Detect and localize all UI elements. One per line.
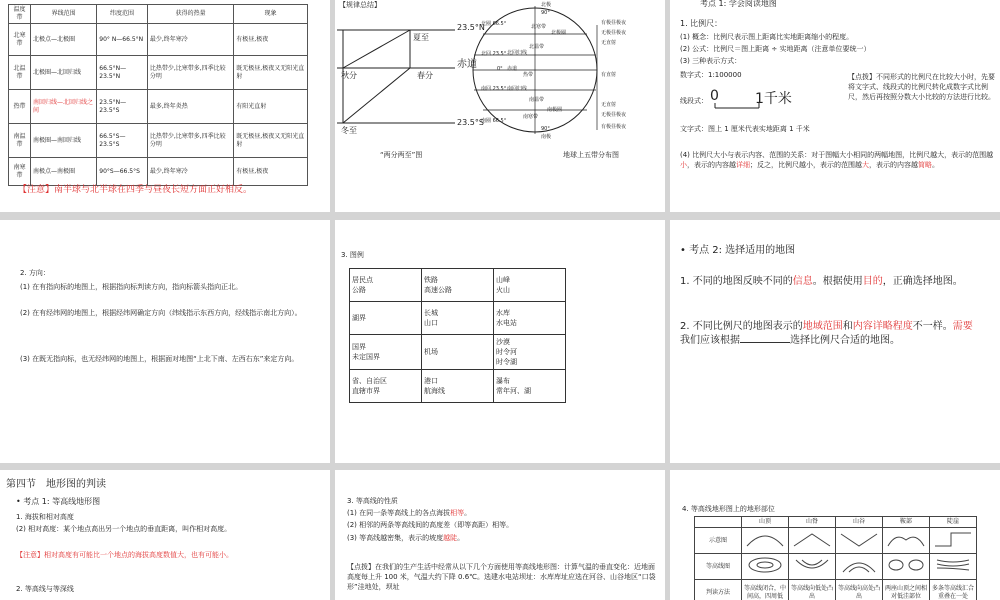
answer-text: 详细 (736, 161, 750, 169)
illustration-cell (789, 528, 836, 554)
globe-label: 北寒带 (531, 24, 547, 30)
contour-cell (836, 554, 883, 580)
table-row (9, 56, 308, 90)
text-line: 1. 海拔和相对高度 (16, 513, 74, 521)
table-header: 现象 (234, 5, 308, 24)
table-header (695, 517, 742, 528)
answer-text: 需要 (952, 321, 973, 332)
illustration-cell (836, 528, 883, 554)
table-cell: 北极点—北极圈 (31, 24, 97, 56)
note-text: 【注意】南半球与北半球在四季与昼夜长短方面正好相反。 (18, 185, 253, 195)
table-cell: 等高线向低处凸出 (789, 580, 836, 600)
lat-label-south: 23.5°S (457, 118, 484, 127)
globe-label: 无极昼极夜 (601, 30, 627, 36)
legend-cell: 瀑布 常年河、湖 (494, 370, 566, 403)
table-cell: 南温带 (9, 124, 31, 158)
answer-text: 地域范围 (802, 321, 843, 332)
summit-illustration (745, 530, 785, 548)
spring-label: 春分 (417, 71, 433, 80)
table-cell: 最少,终年寒冷 (147, 158, 233, 186)
slide-thumbnail-7[interactable] (0, 470, 330, 600)
diagram-caption: “两分两至”图 (380, 151, 423, 159)
table-cell: 北温带 (9, 56, 31, 90)
answer-text: 内容详略程度 (852, 321, 913, 332)
legend-cell: 铁路 高速公路 (422, 269, 494, 302)
table-row (9, 90, 308, 124)
scale-one: 1千米 (755, 91, 792, 107)
table-header: 山脊 (789, 517, 836, 528)
valley-illustration (839, 530, 879, 548)
table-cell: 北极圈—北回归线 (31, 56, 97, 90)
slide-thumbnail-5[interactable] (335, 220, 665, 463)
table-cell: 比热带少,比寒带多,四季比较分明 (147, 56, 233, 90)
slide-thumbnail-2[interactable] (335, 0, 665, 212)
slide-title: 3. 图例 (341, 251, 364, 259)
globe-label: 热带 (523, 72, 534, 78)
table-header: 温度带 (9, 5, 31, 24)
slide-title: 考点 1: 学会阅读地图 (700, 0, 777, 8)
autumn-label: 秋分 (341, 71, 357, 80)
table-cell: 最少,终年寒冷 (147, 24, 233, 56)
globe-label: 无直射 (601, 40, 617, 46)
answer-text: 越陡 (443, 534, 458, 542)
cliff-illustration (933, 530, 973, 548)
slide-title: 3. 等高线的性质 (347, 497, 398, 505)
table-cell: 90° N—66.5°N (97, 24, 148, 56)
contour-cell (789, 554, 836, 580)
table-cell: 北寒带 (9, 24, 31, 56)
table-cell: 既无极昼,极夜又无阳光直射 (234, 124, 308, 158)
globe-label: 北圈 66.5° (481, 21, 507, 27)
slide-thumbnail-3[interactable] (670, 0, 1000, 212)
text-line: (3) 在既无指向标，也无经纬网的地图上，根据面对地图“上北下南、左西右东”来定方向。 (20, 355, 299, 363)
table-row (9, 24, 308, 56)
lat-label-north: 23.5°N (457, 23, 485, 32)
globe-label: 南温带 (529, 97, 545, 103)
text-line: (1) 概念：比例尺表示图上距离比实地距离缩小的程度。 (680, 33, 854, 41)
slide-title: 2. 方向： (20, 269, 50, 277)
contour-cell (883, 554, 930, 580)
globe-labels (335, 0, 665, 150)
globe-label: 有极昼极夜 (601, 20, 627, 26)
text-line: (3) 三种表示方式： (680, 57, 742, 65)
table-cell: 南寒带 (9, 158, 31, 186)
table-row (350, 302, 566, 335)
winter-label: 冬至 (341, 126, 357, 135)
contour-summit (745, 556, 785, 574)
table-header: 山顶 (742, 517, 789, 528)
globe-label: 90° (541, 10, 550, 16)
slide-thumbnail-6[interactable] (670, 220, 1000, 463)
answer-text: 大 (862, 161, 869, 169)
header-label: 【规律总结】 (339, 1, 381, 9)
globe-label: 无直射 (601, 102, 617, 108)
slide-title: • 考点 2: 选择适用的地图 (680, 245, 796, 256)
landform-table (694, 516, 977, 600)
subheading: • 考点 1: 等高线地形图 (16, 497, 101, 506)
ridge-illustration (792, 530, 832, 548)
table-row (9, 124, 308, 158)
table-cell: 比热带少,比寒带多,四季比较分明 (147, 124, 233, 158)
globe-label: 北极圈 (551, 30, 567, 36)
globe-label: 北极 (541, 2, 552, 8)
contour-cell (742, 554, 789, 580)
table-header: 获得的热量 (147, 5, 233, 24)
table-cell: 热带 (9, 90, 31, 124)
globe-label: 无极昼极夜 (601, 112, 627, 118)
answer-text: 小 (680, 161, 687, 169)
tip-text: 【点拨】不同形式的比例尺在比较大小时，先要将文字式、线段式的比例尺转化成数字式比例尺，然后再按照分数大小比较的方法进行比较。 (848, 73, 995, 101)
text-line: (3) 等高线越密集，表示的坡度越陡。 (347, 534, 465, 542)
table-row (350, 335, 566, 370)
table-cell: 66.5°S—23.5°S (97, 124, 148, 158)
legend-cell: 港口 航海线 (422, 370, 494, 403)
text-line: 2. 等高线与等深线 (16, 585, 74, 593)
table-header: 山谷 (836, 517, 883, 528)
tip-text: 【点拨】在我们的生产生活中经常从以下几个方面使用等高线地形图：计算气温的垂直变化：近地面高度每上升 100 米，气温大约下降 0.6℃。选建水电站坝址：水库库址应选在河谷、山谷地区“口袋形”洼地处，坝址 (347, 563, 656, 591)
table-cell: 有阳光直射 (234, 90, 308, 124)
globe-label: 南寒带 (523, 114, 539, 120)
legend-cell: 长城 山口 (422, 302, 494, 335)
slide-title: 4. 等高线地形图上的地形部位 (682, 505, 775, 513)
row-label: 示意图 (695, 528, 742, 554)
legend-cell: 机场 (422, 335, 494, 370)
table-cell: 有极昼,极夜 (234, 158, 308, 186)
globe-caption: 地球上五带分布图 (563, 151, 619, 159)
text-line: 1. 比例尺： (680, 19, 723, 28)
table-header: 界线范围 (31, 5, 97, 24)
globe-label: 有极昼极夜 (601, 124, 627, 130)
text-line: (2) 相对高度：某个地点高出另一个地点的垂直距离，叫作相对高度。 (16, 525, 232, 533)
globe-label: 南回 23.5° (481, 86, 507, 92)
text-line: (1) 在有指向标的地图上，根据指向标判读方向，指向标箭头指向正北。 (20, 283, 243, 291)
note-text: 【注意】相对高度有可能比一个地点的海拔高度数值大，也有可能小。 (16, 551, 233, 559)
table-row (695, 517, 977, 528)
table-cell: 南极圈—南回归线 (31, 124, 97, 158)
legend-cell: 省、自治区 直辖市界 (350, 370, 422, 403)
illustration-cell (883, 528, 930, 554)
table-cell: 等高线闭合，中间高，四周低 (742, 580, 789, 600)
text-line: (2) 在有经纬网的地图上，根据经纬网确定方向（纬线指示东西方向，经线指示南北方向）。 (20, 309, 302, 317)
row-label: 等高线图 (695, 554, 742, 580)
table-cell: 南极点—南极圈 (31, 158, 97, 186)
slide-thumbnail-9[interactable] (670, 470, 1000, 600)
table-row (350, 269, 566, 302)
illustration-cell (930, 528, 977, 554)
saddle-illustration (886, 530, 926, 548)
globe-label: 赤道 (507, 66, 518, 72)
legend-cell: 沙漠 时令河 时令湖 (494, 335, 566, 370)
table-cell: 两座山顶之间相对低洼部位 (883, 580, 930, 600)
table-cell: 等高线向高处凸出 (836, 580, 883, 600)
table-row (695, 554, 977, 580)
summer-label: 夏至 (413, 33, 429, 42)
globe-label: 南极圈 (547, 107, 563, 113)
text-line: (2) 公式：比例尺＝图上距离 ÷ 实地距离（注意单位要统一） (680, 45, 871, 53)
globe-label: 南圈 66.5° (481, 118, 507, 124)
contour-saddle (886, 556, 926, 574)
table-row (695, 528, 977, 554)
contour-ridge (792, 556, 832, 574)
slide-thumbnail-8[interactable] (335, 470, 665, 600)
table-cell: 南回归线—北回归线之间 (31, 90, 97, 124)
table-cell: 有极昼,极夜 (234, 24, 308, 56)
map-legend-table (349, 268, 566, 403)
text-line: 线段式： (680, 97, 708, 105)
paragraph-4: (4) 比例尺大小与表示内容、范围的关系：对于图幅大小相同的两幅地图，比例尺越大，表示的范围越小，表示的内容越详细；反之，比例尺越小，表示的范围越大，表示的内容越简略。 (680, 151, 994, 169)
contour-cell (930, 554, 977, 580)
table-header: 鞍部 (883, 517, 930, 528)
table-cell: 多条等高线汇合重叠在一处 (930, 580, 977, 600)
table-row (695, 580, 977, 600)
legend-cell: 国界 未定国界 (350, 335, 422, 370)
scale-zero: 0 (710, 88, 719, 104)
temperature-zone-table (8, 4, 308, 186)
section-heading: 第四节 地形图的判读 (6, 479, 106, 490)
row-label: 判读方法 (695, 580, 742, 600)
table-header: 纬度范围 (97, 5, 148, 24)
globe-label: 北温带 (529, 44, 545, 50)
table-cell: 90°S—66.5°S (97, 158, 148, 186)
table-cell: 66.5°N—23.5°N (97, 56, 148, 90)
globe-label: 南回归线 (507, 86, 528, 92)
text-line: 文字式：图上 1 厘米代表实地距离 1 千米 (680, 125, 810, 133)
illustration-cell (742, 528, 789, 554)
contour-cliff (933, 556, 973, 574)
text-line: 数字式：1:100000 (680, 71, 742, 79)
globe-label: 90° (541, 126, 550, 132)
globe-label: 有直射 (601, 72, 617, 78)
scale-bar (714, 103, 760, 109)
question-2: 2. 不同比例尺的地图表示的地域范围和内容详略程度不一样。需要 我们应该根据 选择比例尺合适的地图。 (680, 321, 973, 346)
globe-label: 0° (497, 66, 503, 72)
slide-thumbnail-1[interactable] (0, 0, 330, 212)
table-row (350, 370, 566, 403)
blank-line (740, 342, 790, 343)
legend-cell: 山峰 火山 (494, 269, 566, 302)
legend-cell: 居民点 公路 (350, 269, 422, 302)
answer-text: 信息 (792, 276, 813, 287)
answer-text: 目的 (862, 276, 883, 287)
answer-text: 简略 (918, 161, 932, 169)
table-cell: 最多,终年炎热 (147, 90, 233, 124)
table-cell: 23.5°N—23.5°S (97, 90, 148, 124)
globe-label: 北回归线 (507, 50, 528, 56)
table-header-row (9, 5, 308, 24)
answer-text: 相等 (450, 509, 465, 517)
contour-valley (839, 556, 879, 574)
globe-label: 南极 (541, 134, 552, 140)
text-line: (1) 在同一条等高线上的各点海拔相等。 (347, 509, 472, 517)
text-line: (2) 相邻的两条等高线间的高度差（即等高距）相等。 (347, 521, 514, 529)
equator-label: 赤道 (457, 59, 477, 70)
question-1: 1. 不同的地图反映不同的信息。根据使用目的，正确选择地图。 (680, 276, 963, 287)
slide-thumbnail-4[interactable] (0, 220, 330, 463)
globe-label: 北回 23.5° (481, 51, 507, 57)
legend-cell: 水库 水电站 (494, 302, 566, 335)
legend-cell: 湖界 (350, 302, 422, 335)
table-cell: 既无极昼,极夜又无阳光直射 (234, 56, 308, 90)
table-header: 陡崖 (930, 517, 977, 528)
